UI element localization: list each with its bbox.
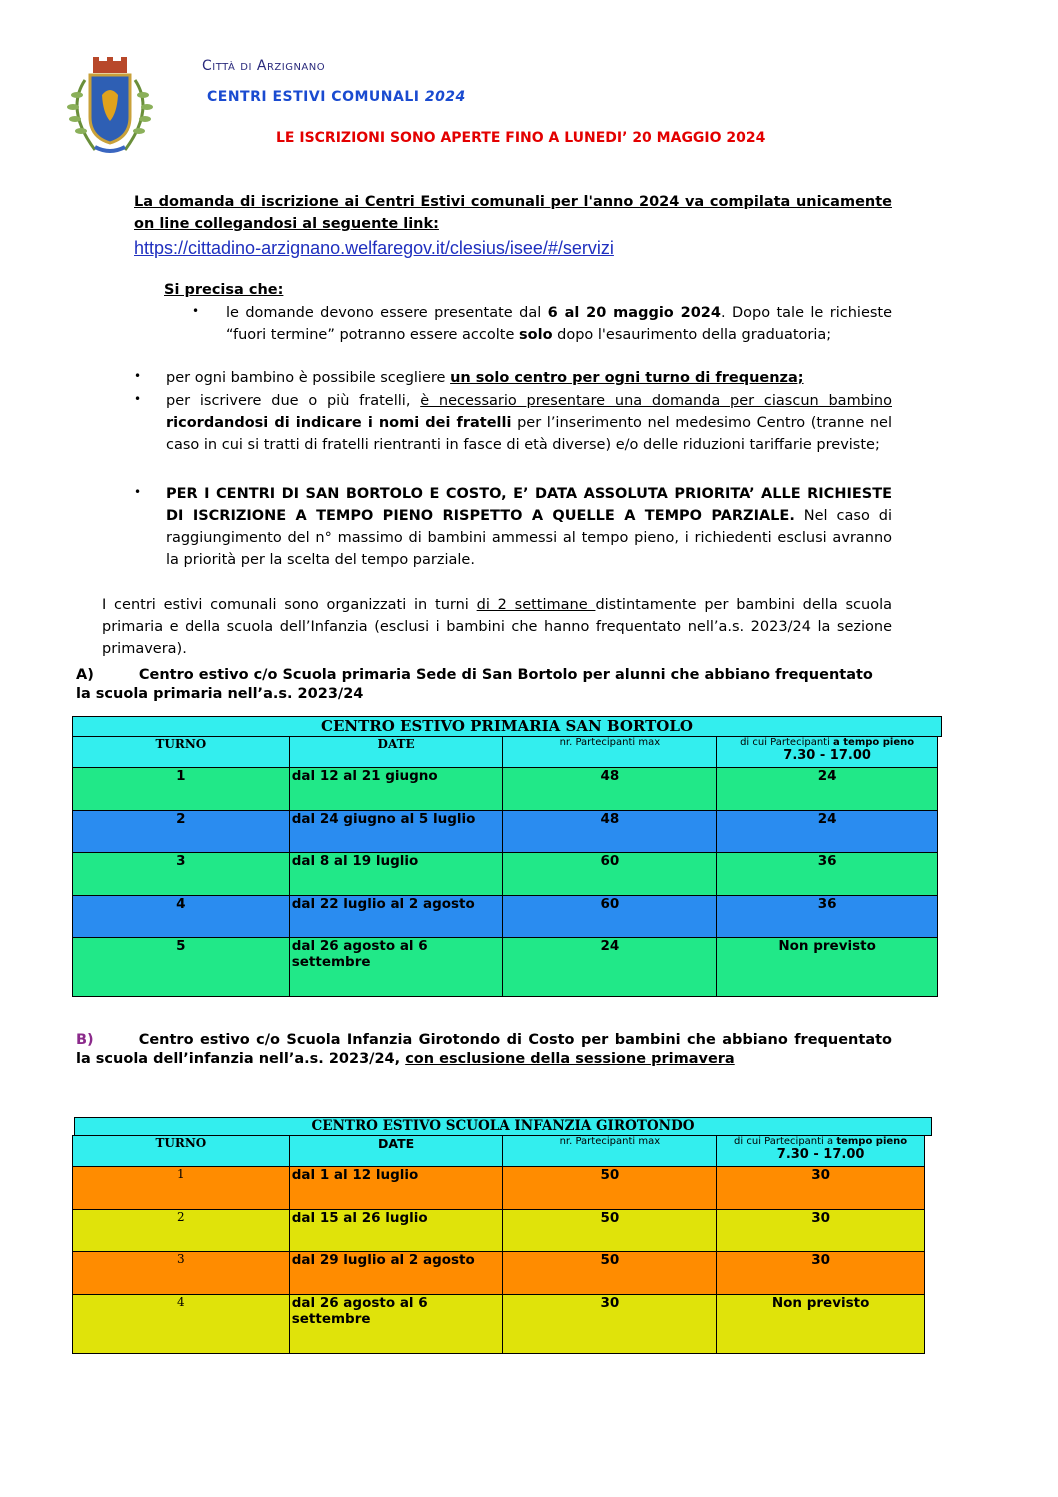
- cell-full: Non previsto: [717, 1295, 925, 1354]
- section-letter: B): [76, 1032, 94, 1048]
- col-full-time: [717, 737, 938, 768]
- section-letter: A): [76, 667, 94, 683]
- cell-date: dal 29 luglio al 2 agosto: [289, 1252, 503, 1295]
- bullet-text: Nel caso di raggiungimento del n° massimo di bambini ammessi al tempo pieno, i richiedenti esclusi avranno la priorità per la scelta del tempo parziale.: [166, 508, 892, 568]
- table-a: [72, 736, 938, 997]
- org-underlined: di 2 settimane: [476, 597, 596, 613]
- cell-turno: 2: [73, 811, 290, 853]
- cell-turno: 1: [73, 768, 290, 811]
- bullet-text: per iscrivere due o più fratelli,: [166, 393, 421, 409]
- cell-turno: 4: [73, 896, 290, 938]
- city-name: Città di Arzignano: [202, 58, 326, 74]
- bullet-text: . Dopo tale le richieste “fuori termine” potranno essere accolte: [226, 305, 893, 343]
- bullet-text: dopo l'esaurimento della graduatoria;: [552, 327, 832, 343]
- col-max-participants: nr. Partecipanti max: [503, 737, 717, 768]
- section-a-heading: [76, 666, 892, 704]
- bullet-dates: 6 al 20 maggio 2024: [547, 305, 721, 321]
- table-row: [73, 1252, 925, 1295]
- cell-date: dal 1 al 12 luglio: [289, 1167, 503, 1210]
- cell-max: 60: [503, 853, 717, 896]
- cell-max: 50: [503, 1252, 717, 1295]
- cell-max: 48: [503, 768, 717, 811]
- bullet-emphasis: un solo centro per ogni turno di frequenza;: [450, 370, 804, 386]
- cell-turno: 5: [73, 938, 290, 997]
- intro-paragraph: La domanda di iscrizione ai Centri Estivi comunali per l'anno 2024 va compilata unicamente on line collegandosi al seguente link:: [134, 194, 892, 232]
- cell-date: dal 26 agosto al 6 settembre: [289, 1295, 503, 1354]
- cell-turno: 4: [73, 1295, 290, 1354]
- col-max-participants: nr. Partecipanti max: [503, 1136, 717, 1167]
- table-b: [72, 1135, 925, 1354]
- col-date: DATE: [289, 1136, 503, 1167]
- cell-turno: 2: [73, 1210, 290, 1252]
- section-b-heading: [76, 1031, 892, 1069]
- page-title: [207, 89, 466, 105]
- col-full-time-bold: a tempo pieno: [833, 737, 915, 748]
- cell-full: 36: [717, 853, 938, 896]
- bullet-dot: •: [134, 369, 142, 383]
- table-a-title: CENTRO ESTIVO PRIMARIA SAN BORTOLO: [72, 716, 942, 737]
- col-full-time: [717, 1136, 925, 1167]
- table-row: [73, 938, 938, 997]
- registration-deadline-notice: LE ISCRIZIONI SONO APERTE FINO A LUNEDI’ 20 MAGGIO 2024: [276, 130, 766, 146]
- table-row: [73, 1210, 925, 1252]
- section-text: Centro estivo c/o Scuola primaria Sede di San Bortolo per alunni che abbiano frequentato la scuola primaria nell’a.s. 2023/24: [76, 667, 873, 702]
- cell-full: 24: [717, 768, 938, 811]
- cell-date: dal 12 al 21 giugno: [289, 768, 503, 811]
- bullet-siblings: [166, 390, 892, 456]
- bullet-emphasis: ricordandosi di indicare i nomi dei fratelli: [166, 415, 512, 431]
- bullet-underlined: è necessario presentare una domanda per ciascun bambino: [420, 393, 892, 409]
- table-header-row: [73, 1136, 925, 1167]
- bullet-text: per l’inserimento nel medesimo Centro (tranne nel caso in cui si tratti di fratelli rientranti in fasce di età diverse) e/o delle riduzioni tariffarie previste;: [166, 415, 892, 453]
- cell-max: 50: [503, 1210, 717, 1252]
- bullet-deadline: [226, 302, 892, 346]
- bullet-emphasis: solo: [519, 327, 553, 343]
- bullet-emphasis: PER I CENTRI DI SAN BORTOLO E COSTO, E’ DATA ASSOLUTA PRIORITA’ ALLE RICHIESTE DI ISCRIZIONE A TEMPO PIENO RISPETTO A QUELLE A TEMPO PARZIALE.: [166, 486, 892, 524]
- cell-max: 24: [503, 938, 717, 997]
- col-full-time-label: di cui Partecipanti: [740, 737, 834, 748]
- cell-max: 50: [503, 1167, 717, 1210]
- col-full-time-label: di cui Partecipanti a: [734, 1136, 837, 1147]
- bullet-priority: [166, 483, 892, 571]
- cell-full: 24: [717, 811, 938, 853]
- bullet-text: per ogni bambino è possibile scegliere: [166, 370, 451, 386]
- bullet-text: le domande devono essere presentate dal: [226, 305, 548, 321]
- col-turno: TURNO: [73, 1136, 290, 1167]
- bullet-dot: •: [192, 304, 200, 318]
- table-b-title: CENTRO ESTIVO SCUOLA INFANZIA GIROTONDO: [74, 1117, 932, 1136]
- table-row: [73, 1167, 925, 1210]
- col-date: DATE: [289, 737, 503, 768]
- cell-turno: 1: [73, 1167, 290, 1210]
- title-year: 2024: [424, 89, 466, 105]
- col-full-time-hours: 7.30 - 17.00: [783, 748, 871, 763]
- cell-max: 30: [503, 1295, 717, 1354]
- section-underlined: con esclusione della sessione primavera: [405, 1051, 735, 1067]
- notes-heading: Si precisa che:: [164, 282, 284, 298]
- bullet-dot: •: [134, 392, 142, 406]
- title-main: CENTRI ESTIVI COMUNALI: [207, 89, 420, 105]
- cell-date: dal 8 al 19 luglio: [289, 853, 503, 896]
- organization-paragraph: [102, 594, 892, 660]
- bullet-one-center: [166, 367, 892, 389]
- table-row: [73, 853, 938, 896]
- col-full-time-hours: 7.30 - 17.00: [776, 1147, 865, 1162]
- cell-max: 48: [503, 811, 717, 853]
- table-row: [73, 1295, 925, 1354]
- table-row: [73, 811, 938, 853]
- cell-full: 30: [717, 1252, 925, 1295]
- cell-date: dal 24 giugno al 5 luglio: [289, 811, 503, 853]
- cell-full: 30: [717, 1167, 925, 1210]
- section-text: Centro estivo c/o Scuola Infanzia Girotondo di Costo per bambini che abbiano frequentato la scuola dell’infanzia nell’a.s. 2023/24,: [76, 1032, 892, 1067]
- cell-date: dal 22 luglio al 2 agosto: [289, 896, 503, 938]
- col-full-time-bold: tempo pieno: [836, 1136, 908, 1147]
- cell-date: dal 26 agosto al 6 settembre: [289, 938, 503, 997]
- cell-full: Non previsto: [717, 938, 938, 997]
- org-text: distintamente per bambini della scuola primaria e della scuola dell’Infanzia (esclusi i bambini che hanno frequentato nell’a.s. 2023/24 la sezione primavera).: [102, 597, 892, 657]
- registration-link[interactable]: https://cittadino-arzignano.welfaregov.it/clesius/isee/#/servizi: [134, 238, 614, 258]
- cell-date: dal 15 al 26 luglio: [289, 1210, 503, 1252]
- cell-turno: 3: [73, 1252, 290, 1295]
- cell-turno: 3: [73, 853, 290, 896]
- cell-full: 30: [717, 1210, 925, 1252]
- city-coat-of-arms-logo: [55, 55, 165, 160]
- table-row: [73, 896, 938, 938]
- col-turno: TURNO: [73, 737, 290, 768]
- bullet-dot: •: [134, 485, 142, 499]
- cell-full: 36: [717, 896, 938, 938]
- cell-max: 60: [503, 896, 717, 938]
- table-row: [73, 768, 938, 811]
- org-text: I centri estivi comunali sono organizzati in turni: [102, 597, 477, 613]
- table-header-row: [73, 737, 938, 768]
